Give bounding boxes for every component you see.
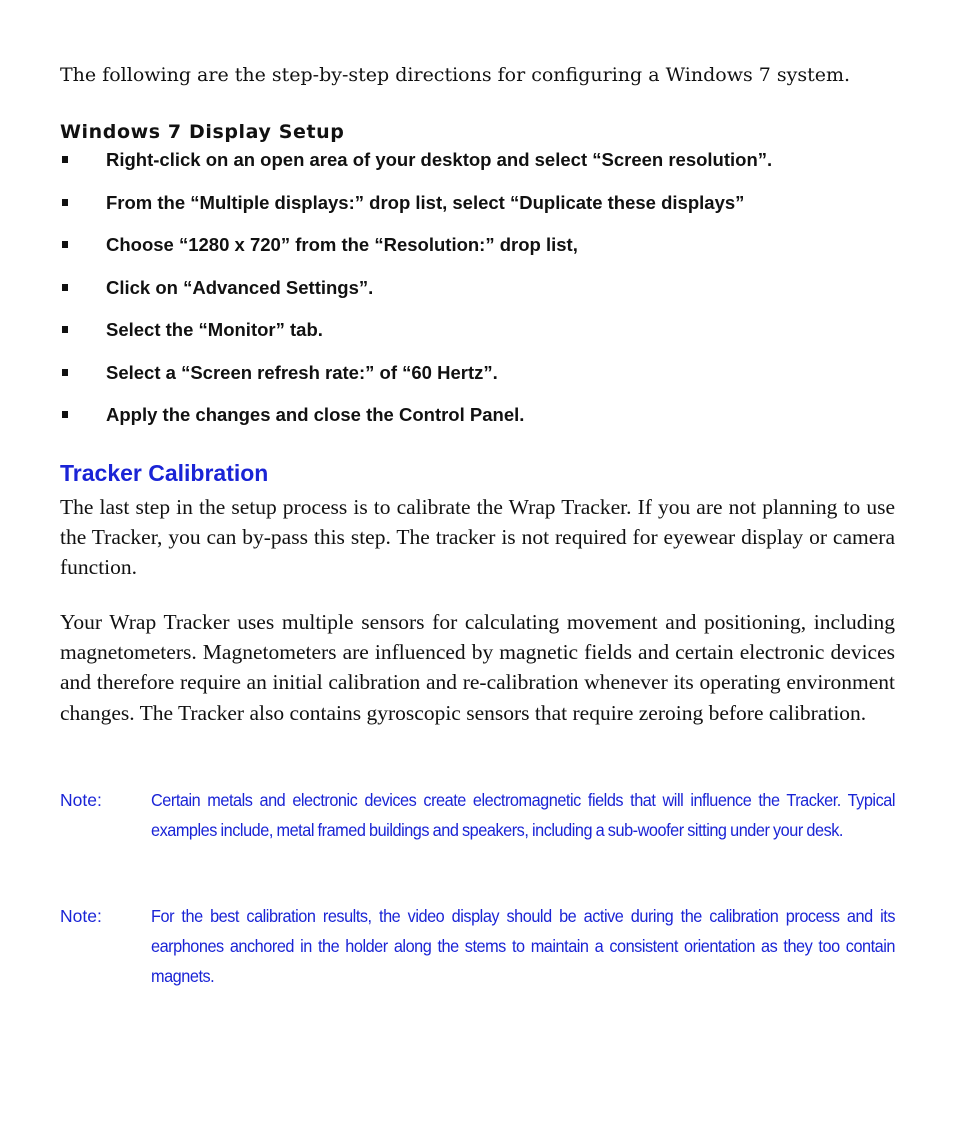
list-item [60, 402, 895, 445]
step-text: Click on “Advanced Settings”. [106, 276, 374, 298]
step-text: Right-click on an open area of your desktop and select “Screen resolution”. [106, 149, 773, 170]
note-block [60, 901, 895, 991]
tracker-calibration-heading: Tracker Calibration [60, 460, 269, 486]
square-bullet-icon [62, 411, 68, 418]
step-text: Choose “1280 x 720” from the “Resolution:” drop list, [106, 234, 578, 255]
note-label: Note: [60, 906, 102, 926]
square-bullet-icon [62, 369, 68, 376]
list-item [60, 190, 895, 233]
square-bullet-icon [62, 284, 68, 291]
note-text: For the best calibration results, the video display should be active during the calibration process and its earphones anchored in the holder along the stems to maintain a consistent orientation as they too contain magnets. [151, 906, 895, 986]
intro-text: The following are the step-by-step directions for configuring a Windows 7 system. [60, 64, 851, 86]
windows-display-setup-heading: Windows 7 Display Setup [60, 121, 345, 143]
tracker-paragraph-setup: The last step in the setup process is to calibrate the Wrap Tracker. If you are not planning to use the Tracker, you can by-pass this step. The tracker is not required for eyewear display or camera function. [60, 495, 895, 580]
note-text: Certain metals and electronic devices create electromagnetic fields that will influence the Tracker. Typical examples include, metal framed buildings and speakers, including a sub-woofer sitting under your desk. [151, 790, 895, 840]
list-item [60, 275, 895, 318]
list-item [60, 232, 895, 275]
square-bullet-icon [62, 241, 68, 248]
step-text: Select a “Screen refresh rate:” of “60 Hertz”. [106, 361, 498, 383]
tracker-paragraph-sensors: Your Wrap Tracker uses multiple sensors for calculating movement and positioning, including magnetometers. Magnetometers are influenced by magnetic fields and certain electronic devices and therefore require an initial calibration and re-calibration whenever its operating environment changes. The Tracker also contains gyroscopic sensors that require zeroing before calibration. [60, 610, 895, 725]
list-item [60, 147, 895, 190]
step-text: From the “Multiple displays:” drop list, select “Duplicate these displays” [106, 191, 745, 213]
step-text: Apply the changes and close the Control Panel. [106, 404, 525, 425]
square-bullet-icon [62, 199, 68, 206]
square-bullet-icon [62, 326, 68, 333]
note-label: Note: [60, 790, 102, 810]
list-item [60, 360, 895, 403]
note-block [60, 785, 895, 845]
list-item [60, 317, 895, 360]
step-text: Select the “Monitor” tab. [106, 319, 323, 340]
square-bullet-icon [62, 156, 68, 163]
windows-setup-steps-list [60, 147, 895, 445]
